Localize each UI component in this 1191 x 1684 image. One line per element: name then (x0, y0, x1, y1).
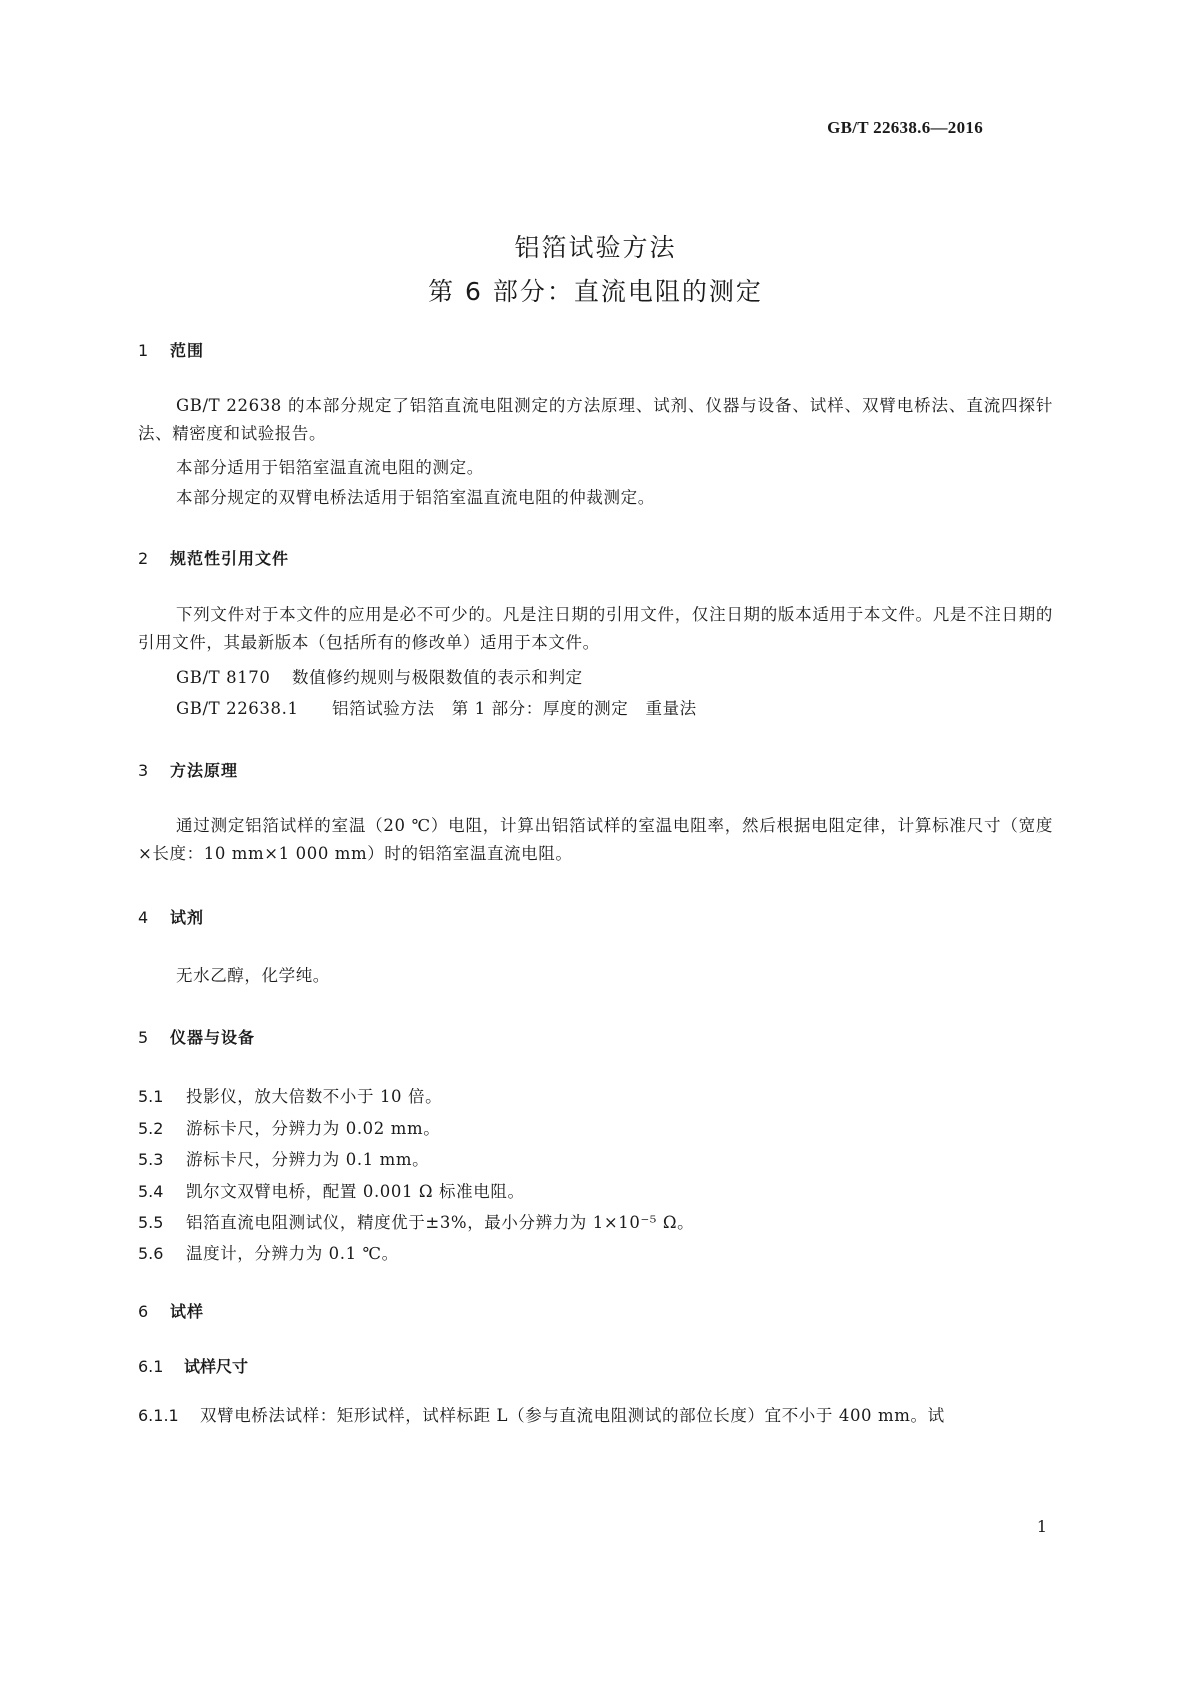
list-item (138, 1240, 399, 1264)
subsection-heading-6-1 (138, 1354, 248, 1377)
item-text: 温度计，分辨力为 0.1 ℃。 (186, 1244, 399, 1263)
list-item (138, 1115, 440, 1139)
section-heading-4 (138, 905, 204, 928)
paragraph-principle: 通过测定铝箔试样的室温（20 ℃）电阻，计算出铝箔试样的室温电阻率，然后根据电阻定律，计算标准尺寸（宽度×长度：10 mm×1 000 mm）时的铝箔室温直流电阻。 (138, 816, 1053, 863)
item-number: 5.2 (138, 1119, 164, 1138)
section-number: 2 (138, 549, 150, 568)
clause-text: 双臂电桥法试样：矩形试样，试样标距 L（参与直流电阻测试的部位长度）宜不小于 400 mm。试 (200, 1406, 945, 1425)
item-number: 5.3 (138, 1150, 164, 1169)
list-item (138, 1209, 694, 1233)
section-title: 方法原理 (170, 761, 239, 780)
item-number: 5.4 (138, 1182, 164, 1201)
item-number: 5.1 (138, 1087, 164, 1106)
section-heading-5 (138, 1025, 255, 1048)
section-number: 3 (138, 761, 150, 780)
section-number: 6 (138, 1302, 150, 1321)
section-heading-6 (138, 1299, 204, 1322)
section-title: 规范性引用文件 (170, 549, 290, 568)
item-text: 游标卡尺，分辨力为 0.02 mm。 (186, 1119, 441, 1138)
reference-item (176, 664, 583, 688)
section-heading-2 (138, 546, 289, 569)
section-heading-3 (138, 758, 238, 781)
item-text: 游标卡尺，分辨力为 0.1 mm。 (186, 1150, 430, 1169)
section-number: 1 (138, 341, 150, 360)
paragraph-references: 下列文件对于本文件的应用是必不可少的。凡是注日期的引用文件，仅注日期的版本适用于本文件。凡是不注日期的引用文件，其最新版本（包括所有的修改单）适用于本文件。 (138, 605, 1053, 652)
section-number: 4 (138, 908, 150, 927)
list-item (138, 1178, 525, 1202)
section-number: 5 (138, 1028, 150, 1047)
section-title: 范围 (170, 341, 205, 360)
section-title: 试剂 (170, 908, 205, 927)
section-heading-1 (138, 338, 204, 361)
clause-6-1-1 (138, 1402, 1053, 1426)
reference-title: 铝箔试验方法 第 1 部分：厚度的测定 重量法 (332, 699, 697, 718)
item-number: 5.5 (138, 1213, 164, 1232)
item-text: 投影仪，放大倍数不小于 10 倍。 (186, 1087, 443, 1106)
reference-code: GB/T 22638.1 (176, 699, 299, 718)
paragraph-scope-2: 本部分适用于铝箔室温直流电阻的测定。 (176, 458, 484, 477)
paragraph-scope-3: 本部分规定的双臂电桥法适用于铝箔室温直流电阻的仲裁测定。 (176, 488, 655, 507)
paragraph-scope-1: GB/T 22638 的本部分规定了铝箔直流电阻测定的方法原理、试剂、仪器与设备、试样、双臂电桥法、直流四探针法、精密度和试验报告。 (138, 396, 1053, 443)
section-title: 试样 (170, 1302, 205, 1321)
subsection-title: 试样尺寸 (184, 1357, 249, 1376)
list-item (138, 1146, 429, 1170)
document-title: 铝箔试验方法 (514, 233, 677, 262)
reference-code: GB/T 8170 (176, 668, 271, 687)
standard-code: GB/T 22638.6—2016 (827, 118, 983, 137)
paragraph-reagent: 无水乙醇，化学纯。 (176, 966, 330, 985)
clause-number: 6.1.1 (138, 1406, 179, 1425)
page-number: 1 (1036, 1517, 1047, 1536)
item-text: 铝箔直流电阻测试仪，精度优于±3%，最小分辨力为 1×10⁻⁵ Ω。 (186, 1213, 695, 1232)
reference-title: 数值修约规则与极限数值的表示和判定 (292, 668, 583, 687)
document-subtitle: 第 6 部分：直流电阻的测定 (428, 277, 763, 306)
item-text: 凯尔文双臂电桥，配置 0.001 Ω 标准电阻。 (186, 1182, 525, 1201)
subsection-number: 6.1 (138, 1357, 164, 1376)
item-number: 5.6 (138, 1244, 164, 1263)
reference-item (176, 695, 697, 719)
section-title: 仪器与设备 (170, 1028, 256, 1047)
list-item (138, 1083, 442, 1107)
